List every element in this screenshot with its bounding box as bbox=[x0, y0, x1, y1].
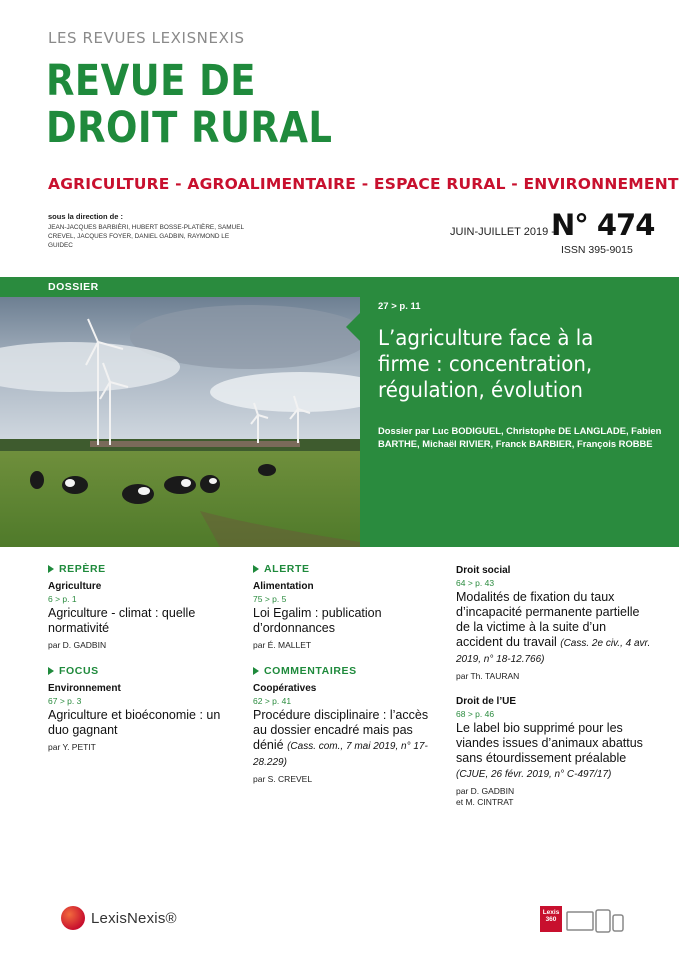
alerte-author: par É. MALLET bbox=[253, 640, 312, 650]
dossier-panel bbox=[360, 277, 679, 547]
dossier-label: DOSSIER bbox=[48, 281, 99, 293]
reperes-ref: 6 > p. 1 bbox=[48, 594, 77, 604]
triangle-right-icon bbox=[253, 565, 259, 573]
triangle-right-icon bbox=[253, 667, 259, 675]
focus-author: par Y. PETIT bbox=[48, 742, 96, 752]
photo-illustration bbox=[0, 297, 360, 547]
social-category: Droit social bbox=[456, 565, 511, 576]
alerte-heading bbox=[253, 563, 443, 575]
focus-article: Agriculture et bioéconomie : un duo gagnant bbox=[48, 708, 221, 737]
devices-illustration bbox=[566, 909, 626, 933]
direction-label: sous la direction de : bbox=[48, 212, 124, 221]
alerte-article: Loi Egalim : publication d’ordonnances bbox=[253, 606, 382, 635]
social-article bbox=[456, 590, 656, 667]
ue-author-line-2: et M. CINTRAT bbox=[456, 797, 514, 807]
commentaires-article bbox=[253, 708, 443, 770]
dossier-ref: 27 > p. 11 bbox=[378, 301, 421, 312]
journal-subtitle: AGRICULTURE - AGROALIMENTAIRE - ESPACE RURAL - ENVIRONNEMENT bbox=[48, 175, 679, 193]
alerte-heading-label: ALERTE bbox=[264, 563, 310, 575]
devices-icon bbox=[566, 909, 626, 938]
title-line-2: DROIT RURAL bbox=[46, 103, 333, 153]
direction-names: JEAN-JACQUES BARBIÈRI, HUBERT BOSSE-PLATIÈRE, SAMUEL CREVEL, JACQUES FOYER, DANIEL GADBIN, RAYMOND LE GUIDEC bbox=[48, 224, 244, 249]
badge-line-1: Lexis bbox=[542, 909, 560, 916]
ue-author-line-1: par D. GADBIN bbox=[456, 786, 515, 796]
social-article-text: Modalités de fixation du taux d’incapacité permanente partielle de la victime à la suite d’un accident du travail bbox=[456, 590, 640, 649]
focus-category: Environnement bbox=[48, 683, 121, 694]
dossier-bar bbox=[0, 277, 360, 297]
commentaires-heading bbox=[253, 665, 443, 677]
publisher-name: LexisNexis® bbox=[91, 909, 177, 927]
ue-article bbox=[456, 721, 656, 782]
issn: ISSN 395-9015 bbox=[561, 244, 633, 256]
alerte-section bbox=[253, 563, 443, 651]
commentaires-author: par S. CREVEL bbox=[253, 774, 313, 784]
commentaires-section bbox=[253, 665, 443, 785]
commentaires-category: Coopératives bbox=[253, 683, 317, 694]
reperes-category: Agriculture bbox=[48, 581, 102, 592]
lexisnexis-icon bbox=[61, 906, 85, 930]
lexis360-badge bbox=[540, 906, 562, 932]
alerte-ref: 75 > p. 5 bbox=[253, 594, 287, 604]
triangle-right-icon bbox=[48, 565, 54, 573]
panel-notch bbox=[346, 313, 360, 341]
reperes-article: Agriculture - climat : quelle normativité bbox=[48, 606, 196, 635]
badge-line-2: 360 bbox=[545, 916, 557, 923]
column-2 bbox=[253, 563, 443, 799]
social-section bbox=[456, 565, 656, 682]
ue-ref: 68 > p. 46 bbox=[456, 709, 495, 719]
publisher-logo bbox=[61, 906, 177, 930]
cover-photo bbox=[0, 297, 360, 547]
focus-section bbox=[48, 665, 228, 753]
issue-number: N° 474 bbox=[551, 208, 655, 242]
reperes-section bbox=[48, 563, 228, 651]
reperes-heading-label: REPÈRE bbox=[59, 563, 106, 575]
reperes-author: par D. GADBIN bbox=[48, 640, 107, 650]
commentaires-heading-label: COMMENTAIRES bbox=[264, 665, 357, 677]
focus-heading bbox=[48, 665, 228, 677]
commentaires-article-text: Procédure disciplinaire : l’accès au dossier encadré mais pas dénié bbox=[253, 708, 429, 752]
social-citation: (Cass. 2e civ., 4 avr. 2019, n° 18-12.766) bbox=[456, 638, 651, 665]
commentaires-ref: 62 > p. 41 bbox=[253, 696, 292, 706]
social-ref: 64 > p. 43 bbox=[456, 578, 495, 588]
series-label: LES REVUES LEXISNEXIS bbox=[48, 29, 245, 47]
title-line-1: REVUE DE bbox=[46, 56, 256, 106]
ue-article-text: Le label bio supprimé pour les viandes issues d’animaux abattus sans étourdissement préalable bbox=[456, 721, 643, 765]
column-3 bbox=[456, 563, 656, 822]
dossier-authors: Dossier par Luc BODIGUEL, Christophe DE LANGLADE, Fabien BARTHE, Michaël RIVIER, Franck BARBIER, François ROBBE bbox=[378, 425, 662, 449]
column-1 bbox=[48, 563, 228, 767]
ue-author bbox=[456, 786, 656, 808]
alerte-category: Alimentation bbox=[253, 581, 314, 592]
social-author: par Th. TAURAN bbox=[456, 671, 520, 681]
triangle-right-icon bbox=[48, 667, 54, 675]
dossier-title: L’agriculture face à la firme : concentration, régulation, évolution bbox=[378, 326, 594, 403]
ue-section bbox=[456, 696, 656, 808]
journal-title bbox=[46, 58, 332, 152]
focus-heading-label: FOCUS bbox=[59, 665, 99, 677]
ue-citation: (CJUE, 26 févr. 2019, n° C-497/17) bbox=[456, 769, 612, 780]
ue-category: Droit de l’UE bbox=[456, 696, 517, 707]
reperes-heading bbox=[48, 563, 228, 575]
issue-date: JUIN-JUILLET 2019 - bbox=[450, 226, 555, 238]
commentaires-citation: (Cass. com., 7 mai 2019, n° 17-28.229) bbox=[253, 741, 428, 768]
focus-ref: 67 > p. 3 bbox=[48, 696, 82, 706]
